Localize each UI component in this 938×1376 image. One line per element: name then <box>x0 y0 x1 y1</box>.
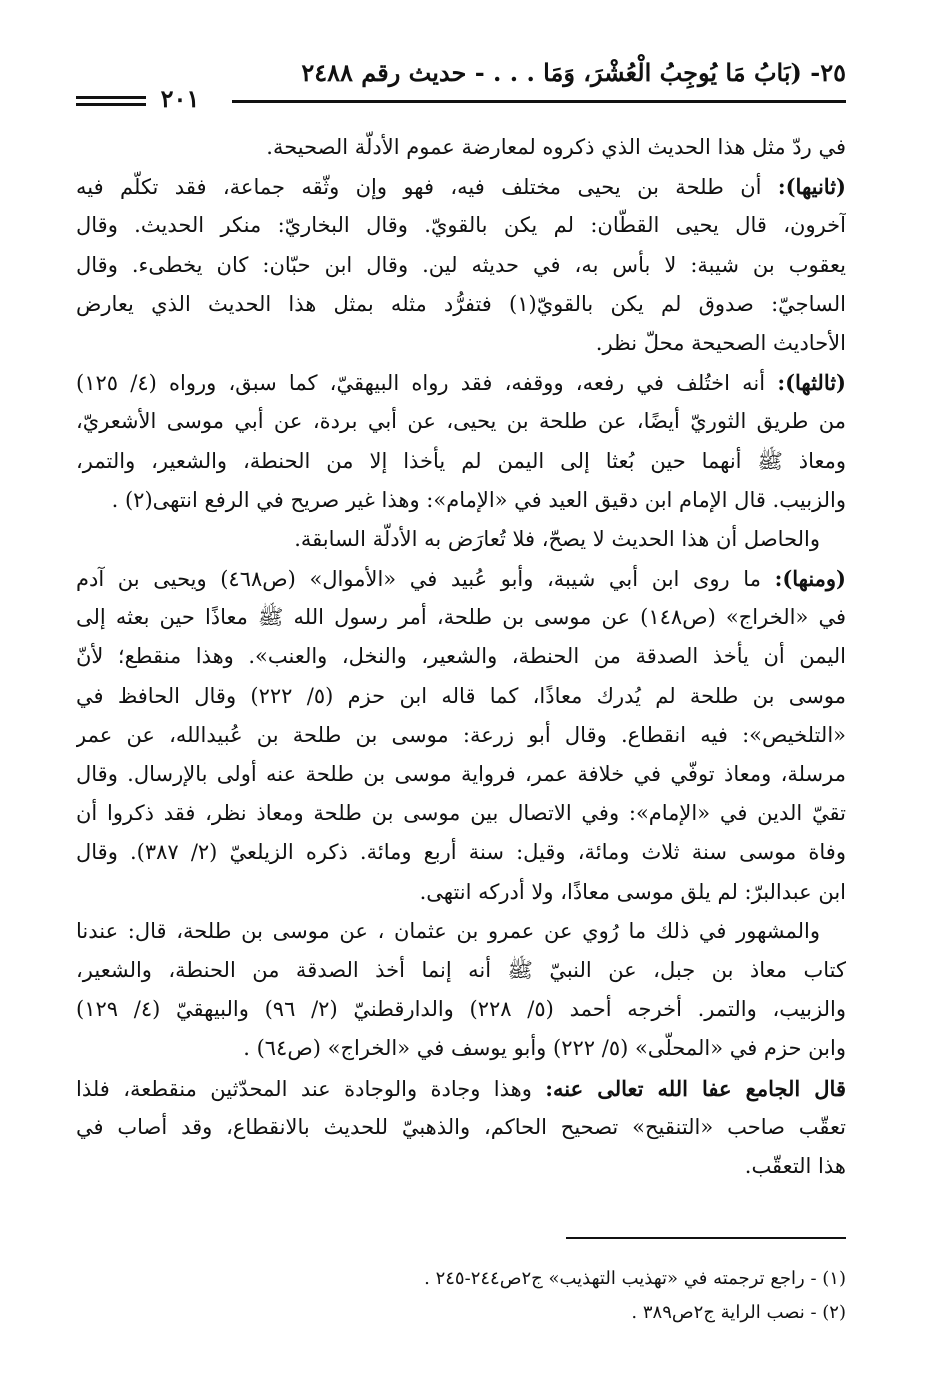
line-text: الساجيّ: صدوق لم يكن بالقويّ(١) فتفرُّد مثله بمثل هذا الحديث الذي يعارض <box>76 291 846 316</box>
bold-lead: (ثالثها): <box>777 370 846 396</box>
line-text: «التلخيص»: فيه انقطاع. وقال أبو زرعة: موسى بن طلحة بن عُبيدالله، عن عمر <box>76 722 846 747</box>
text-line <box>76 794 846 833</box>
line-text: موسى بن طلحة لم يُدرك معاذًا، كما قاله ابن حزم (٥/ ٢٢٢) وقال الحافظ في <box>76 683 846 708</box>
line-text: ابن عبدالبرّ: لم يلق موسى معاذًا، ولا أدركه انتهى. <box>419 879 846 904</box>
line-text: أنه اختُلف في رفعه، ووقفه، فقد رواه البيهقيّ، كما سبق، ورواه (٤/ ١٢٥) <box>76 371 778 396</box>
text-line <box>76 833 846 872</box>
text-line <box>76 402 846 441</box>
page-number-rule-bottom <box>76 103 146 106</box>
line-text: اليمن أن يأخذ الصدقة من الحنطة، والشعير، والنخل، والعنب». وهذا منقطع؛ لأنّ <box>76 644 846 669</box>
line-text: والزبيب، والتمر. أخرجه أحمد (٥/ ٢٢٨) والدارقطنيّ (٢/ ٩٦) والبيهقيّ (٤/ ١٢٩) <box>76 997 846 1022</box>
line-text: والزبيب. قال الإمام ابن دقيق العيد في «الإمام»: وهذا غير صريح في الرفع انتهى(٢) . <box>111 487 846 512</box>
footnote: (١) - راجع ترجمته في «تهذيب التهذيب» ج٢ص٢٤٤-٢٤٥ . <box>424 1268 846 1289</box>
text-line <box>76 1069 846 1108</box>
line-text: من طريق الثوريّ أيضًا، عن طلحة بن يحيى، عن أبي بردة، عن أبي موسى الأشعريّ، <box>76 409 846 434</box>
line-text: ومعاذ ﷺ أنهما حين بُعثا إلى اليمن لم يأخذا إلا من الحنطة، والشعير، والتمر، <box>76 448 846 473</box>
footnote: (٢) - نصب الراية ج٢ص٣٨٩ . <box>631 1302 846 1323</box>
text-line <box>76 128 846 167</box>
line-text: يعقوب بن شيبة: لا بأس به، في حديثه لين. وقال ابن حبّان: كان يخطىء. وقال <box>76 252 846 277</box>
line-text: مرسلة، ومعاذ توفّي في خلافة عمر، فرواية موسى بن طلحة عنه أولى بالإرسال. وقال <box>76 762 846 786</box>
footnotes <box>300 1262 846 1330</box>
text-line <box>76 285 846 324</box>
text-line <box>76 990 846 1029</box>
line-text: في ردّ مثل هذا الحديث الذي ذكروه لمعارضة عموم الأدلّة الصحيحة. <box>266 135 846 159</box>
line-text: آخرون، قال يحيى القطّان: لم يكن بالقويّ. وقال البخاريّ: منكر الحديث. وقال <box>76 213 846 238</box>
text-line <box>76 520 846 559</box>
text-line <box>76 246 846 285</box>
text-line <box>76 167 846 206</box>
bold-lead: (ومنها): <box>774 566 846 592</box>
text-line <box>76 755 846 794</box>
page-number-rule-top <box>76 96 146 99</box>
line-text: تعقّب صاحب «التنقيح» تصحيح الحاكم، والذهبيّ للحديث بالانقطاع، وقد أصاب في <box>76 1114 846 1139</box>
text-line <box>76 363 846 402</box>
text-line <box>76 951 846 990</box>
header-rule <box>232 100 846 103</box>
line-text: وفاة موسى سنة ثلاث ومائة، وقيل: سنة أربع ومائة. ذكره الزيلعيّ (٢/ ٣٨٧). وقال <box>76 840 846 865</box>
line-text: هذا التعقّب. <box>744 1153 846 1178</box>
text-line <box>76 677 846 716</box>
page-number: ٢٠١ <box>160 84 200 113</box>
text-line <box>76 1029 846 1068</box>
line-text: تقيّ الدين في «الإمام»: وفي الاتصال بين موسى بن طلحة ومعاذ نظر، فقد ذكروا أن <box>76 801 846 826</box>
body-text <box>76 128 846 1186</box>
footnote-separator <box>566 1237 846 1239</box>
line-text: في «الخراج» (ص١٤٨) عن موسى بن طلحة، أمر رسول الله ﷺ معاذًا حين بعثه إلى <box>76 605 846 630</box>
line-text: ما روى ابن أبي شيبة، وأبو عُبيد في «الأموال» (ص٤٦٨) ويحيى بن آدم <box>76 567 775 592</box>
text-line <box>76 442 846 481</box>
text-line <box>76 637 846 676</box>
line-text: أن طلحة بن يحيى مختلف فيه، فهو وإن وثّقه جماعة، فقد تكلّم فيه <box>76 175 778 200</box>
bold-lead: (ثانيها): <box>777 174 846 200</box>
line-text: والمشهور في ذلك ما رُوي عن عمرو بن عثمان ، عن موسى بن طلحة، قال: عندنا <box>76 918 820 943</box>
running-header: ٢٥- (بَابُ مَا يُوجِبُ الْعُشْرَ، وَمَا . . . - حديث رقم ٢٤٨٨ <box>301 58 846 87</box>
text-line <box>76 1147 846 1186</box>
text-line <box>76 481 846 520</box>
text-line <box>76 912 846 951</box>
text-line <box>76 873 846 912</box>
line-text: كتاب معاذ بن جبل، عن النبيّ ﷺ أنه إنما أخذ الصدقة من الحنطة، والشعير، <box>76 957 846 982</box>
text-line <box>76 598 846 637</box>
text-line <box>76 559 846 598</box>
line-text: وهذا وجادة والوجادة عند المحدّثين منقطعة، فلذا <box>76 1076 546 1101</box>
text-line <box>76 324 846 363</box>
bold-lead: قال الجامع عفا الله تعالى عنه: <box>545 1075 846 1101</box>
line-text: والحاصل أن هذا الحديث لا يصحّ، فلا تُعارَض به الأدلّة السابقة. <box>294 526 820 551</box>
text-line <box>76 1108 846 1147</box>
text-line <box>76 206 846 245</box>
line-text: الأحاديث الصحيحة محلّ نظر. <box>595 330 846 355</box>
line-text: وابن حزم في «المحلّى» (٥/ ٢٢٢) وأبو يوسف في «الخراج» (ص٦٤) . <box>243 1036 846 1061</box>
text-line <box>76 716 846 755</box>
